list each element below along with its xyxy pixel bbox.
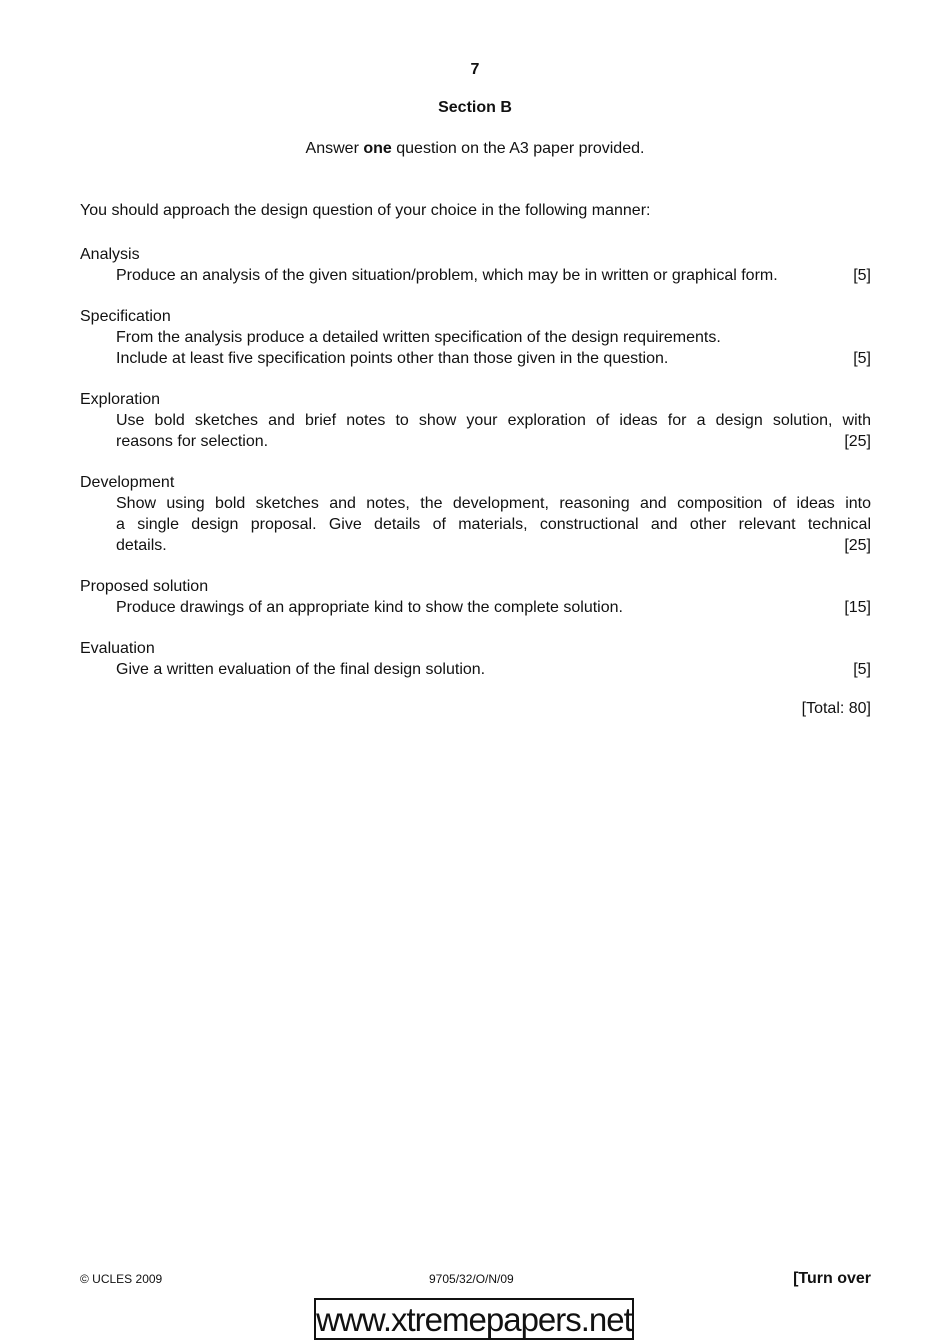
- criterion-body: [116, 597, 871, 618]
- criterion-line: [116, 597, 871, 618]
- instruction-suffix: question on the A3 paper provided.: [391, 140, 645, 157]
- mark-allocation: [5]: [853, 661, 871, 678]
- criterion-heading: Analysis: [80, 246, 140, 263]
- criterion-text: Include at least five specification points other than those given in the question.: [116, 350, 669, 367]
- criterion-line: [116, 348, 871, 369]
- page-number: 7: [470, 61, 480, 78]
- criterion-line: [116, 535, 871, 556]
- criterion-heading: Exploration: [80, 391, 161, 408]
- criterion-body: [116, 410, 871, 452]
- total-marks: [Total: 80]: [801, 700, 871, 717]
- criterion-heading: Development: [80, 474, 175, 491]
- instruction-prefix: Answer: [305, 140, 364, 157]
- instruction-emphasis: one: [363, 140, 392, 157]
- criterion-line: [116, 265, 871, 286]
- watermark-url: www.xtremepapers.net: [314, 1298, 634, 1340]
- mark-allocation: [5]: [853, 350, 871, 367]
- criterion-exploration: [80, 389, 871, 452]
- criterion-heading: Proposed solution: [80, 578, 209, 595]
- criterion-text: Produce an analysis of the given situation/problem, which may be in written or graphical form.: [116, 267, 778, 284]
- mark-allocation: [15]: [844, 599, 871, 616]
- criterion-text: Use bold sketches and brief notes to show your exploration of ideas for a design solution, with: [116, 412, 871, 429]
- criterion-heading: Evaluation: [80, 640, 155, 657]
- turn-over-label: [Turn over: [793, 1270, 871, 1287]
- criterion-development: [80, 472, 871, 556]
- criterion-line: [116, 659, 871, 680]
- criterion-text: Produce drawings of an appropriate kind to show the complete solution.: [116, 599, 623, 616]
- mark-allocation: [5]: [853, 267, 871, 284]
- criterion-text: Give a written evaluation of the final design solution.: [116, 661, 486, 678]
- criterion-specification: [80, 306, 871, 369]
- section-title: Section B: [438, 99, 512, 116]
- assessment-criteria: [80, 244, 871, 700]
- approach-intro: You should approach the design question of your choice in the following manner:: [80, 202, 651, 219]
- mark-allocation: [25]: [844, 433, 871, 450]
- mark-allocation: [25]: [844, 537, 871, 554]
- criterion-line: [116, 431, 871, 452]
- criterion-body: [116, 659, 871, 680]
- criterion-body: [116, 327, 871, 369]
- criterion-text: details.: [116, 537, 167, 554]
- paper-code: 9705/32/O/N/09: [429, 1272, 514, 1286]
- criterion-body: [116, 265, 871, 286]
- criterion-proposed-solution: [80, 576, 871, 618]
- criterion-body: [116, 493, 871, 556]
- page-footer: [80, 1270, 871, 1290]
- copyright-notice: © UCLES 2009: [80, 1272, 163, 1286]
- criterion-heading: Specification: [80, 308, 171, 325]
- criterion-evaluation: [80, 638, 871, 680]
- answer-instruction: [0, 140, 950, 158]
- criterion-text: Show using bold sketches and notes, the development, reasoning and composition of ideas into: [116, 495, 871, 512]
- criterion-text: reasons for selection.: [116, 433, 269, 450]
- criterion-text: From the analysis produce a detailed written specification of the design requirements.: [116, 329, 721, 346]
- criterion-text: a single design proposal. Give details of materials, constructional and other relevant technical: [116, 516, 871, 533]
- criterion-analysis: [80, 244, 871, 286]
